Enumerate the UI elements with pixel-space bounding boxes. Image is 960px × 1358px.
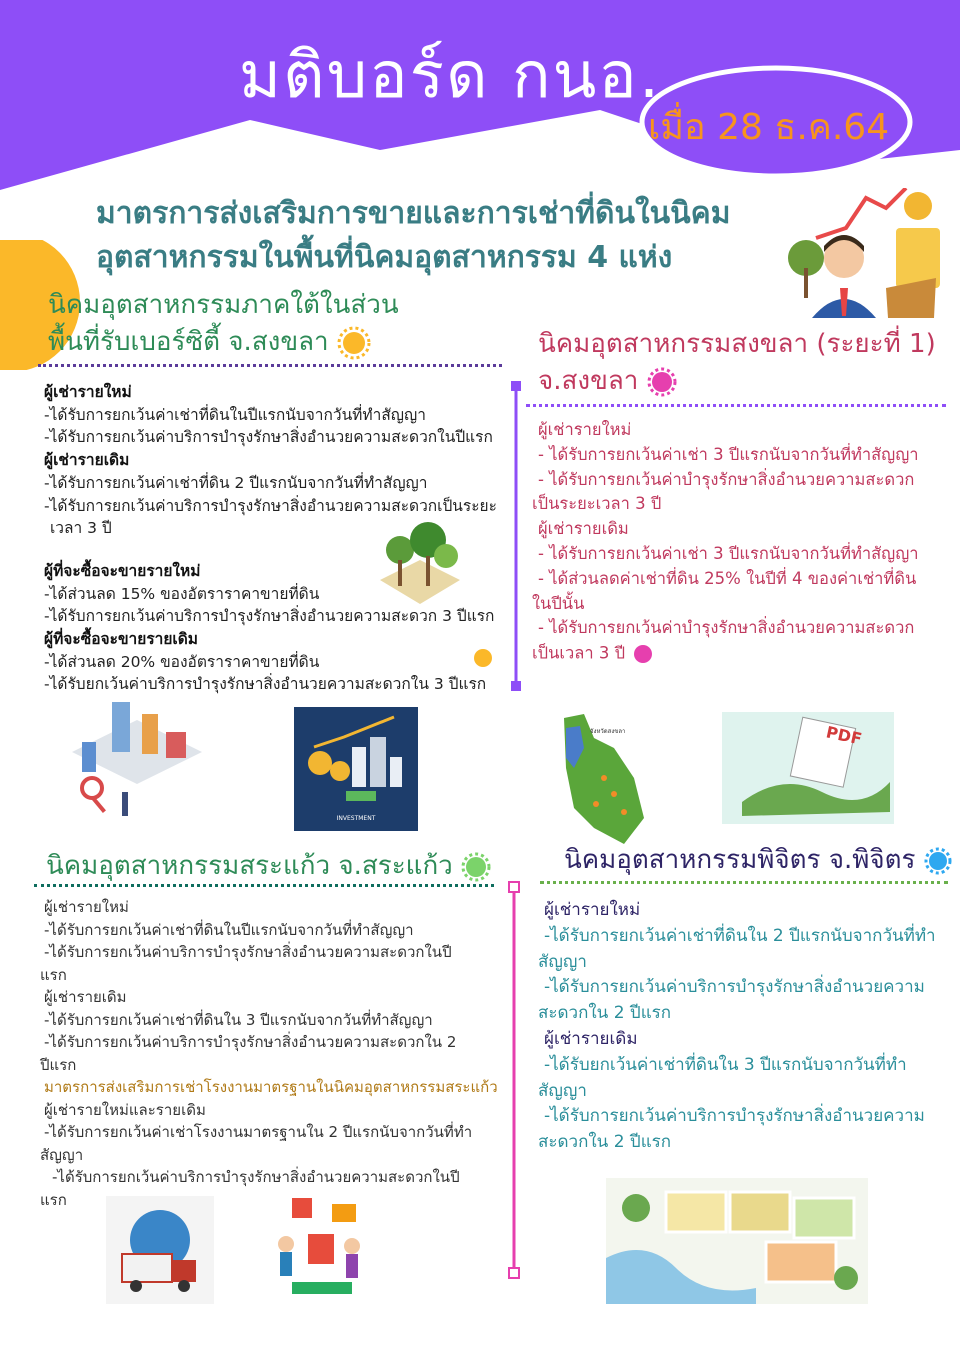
map-label: จังหวัดสงขลา bbox=[590, 728, 626, 735]
heading: ผู้เช่ารายใหม่ bbox=[538, 420, 632, 439]
text-line: -ได้ส่วนลด 15% ของอัตราราคาขายที่ดิน bbox=[44, 584, 320, 603]
divider bbox=[526, 404, 946, 407]
text-line: แรก bbox=[40, 965, 67, 984]
heading: ผู้เช่ารายใหม่ bbox=[44, 383, 132, 401]
divider bbox=[34, 884, 494, 887]
phichit-title-text: นิคมอุตสาหกรรมพิจิตร จ.พิจิตร bbox=[564, 845, 916, 875]
pdf-label: PDF bbox=[824, 722, 864, 749]
text-line: -ได้รับการยกเว้นค่าเช่าที่ดินในปีแรกนับจากวันที่ทำสัญญา bbox=[44, 920, 414, 939]
pdf-map-illustration bbox=[722, 712, 894, 824]
sakaeo-title-text: นิคมอุตสาหกรรมสระแก้ว จ.สระแก้ว bbox=[46, 851, 453, 881]
text-line: -ได้รับการยกเว้นค่าเช่าที่ดินใน 3 ปีแรกนับจากวันที่ทำสัญญา bbox=[44, 1010, 433, 1029]
heading: มาตรการส่งเสริมการเช่าโรงงานมาตรฐานในนิคมอุตสาหกรรมสระแก้ว bbox=[44, 1078, 498, 1096]
text-line: -ได้รับการยกเว้นค่าบริการบำรุงรักษาสิ่งอำนวยความสะดวกในปีแรก bbox=[44, 428, 493, 447]
delivery-truck-illustration bbox=[106, 1196, 214, 1304]
phichit-title bbox=[564, 842, 956, 879]
text-line: -ได้รับยกเว้นค่าเช่าที่ดินใน 3 ปีแรกนับจากวันที่ทำ bbox=[544, 1054, 907, 1075]
businessman-illustration bbox=[776, 188, 946, 318]
text-line: -ได้รับการยกเว้นค่าบริการบำรุงรักษาสิ่งอำนวยความสะดวกในปี bbox=[44, 943, 452, 961]
phichit-body bbox=[538, 898, 958, 1156]
heading: ผู้เช่ารายใหม่ bbox=[544, 900, 641, 920]
text-line: -ได้รับการยกเว้นค่าเช่าที่ดิน 2 ปีแรกนับจากวันที่ทำสัญญา bbox=[44, 473, 428, 492]
text-line: สัญญา bbox=[40, 1145, 84, 1164]
text-line: -ได้รับการยกเว้นค่าบริการบำรุงรักษาสิ่งอำนวยความสะดวก 3 ปีแรก bbox=[44, 607, 495, 626]
heading: ผู้เช่ารายเดิม bbox=[538, 519, 629, 539]
text-line: เวลา 3 ปี bbox=[50, 519, 112, 538]
text-line: สัญญา bbox=[538, 1080, 587, 1101]
text-line: สัญญา bbox=[538, 951, 587, 972]
rubber-city-title bbox=[48, 287, 508, 361]
sakaeo-title bbox=[46, 848, 516, 885]
heading: ผู้เช่ารายเดิม bbox=[544, 1028, 638, 1049]
business-people-illustration bbox=[262, 1194, 382, 1300]
investment-label: INVESTMENT bbox=[336, 815, 376, 822]
text-line: -ได้รับการยกเว้นค่าเช่าที่ดินใน 2 ปีแรกนับจากวันที่ทำ bbox=[544, 925, 936, 946]
text-line: -ได้รับการยกเว้นค่าบริการบำรุงรักษาสิ่งอำนวยความสะดวกในปี bbox=[52, 1168, 460, 1186]
estate-plan-illustration bbox=[606, 1178, 868, 1304]
vertical-divider bbox=[506, 878, 522, 1282]
pink-starburst-icon bbox=[647, 367, 677, 397]
heading: ผู้เช่ารายเดิม bbox=[44, 451, 130, 470]
rubber-city-title-line-1: นิคมอุตสาหกรรมภาคใต้ในส่วน bbox=[48, 290, 399, 320]
text-line: สะดวกใน 2 ปีแรก bbox=[538, 1003, 672, 1024]
subtitle-line-1: มาตรการส่งเสริมการขายและการเช่าที่ดินในนิคม bbox=[96, 196, 731, 231]
text-line: - ได้รับการยกเว้นค่าเช่า 3 ปีแรกนับจากวันที่ทำสัญญา bbox=[538, 444, 919, 464]
divider bbox=[540, 881, 948, 884]
text-line: -ได้รับการยกเว้นค่าบริการบำรุงรักษาสิ่งอำนวยความ bbox=[544, 977, 925, 998]
heading: ผู้ที่จะซื้อจะขายรายใหม่ bbox=[44, 561, 201, 580]
heading: ผู้เช่ารายเดิม bbox=[44, 988, 127, 1006]
text-line: - ได้รับการยกเว้นค่าบำรุงรักษาสิ่งอำนวยความสะดวก bbox=[538, 469, 915, 489]
songkhla-title-line-1: นิคมอุตสาหกรรมสงขลา (ระยะที่ 1) bbox=[538, 329, 936, 359]
text-line: -ได้รับการยกเว้นค่าเช่าที่ดินในปีแรกนับจากวันที่ทำสัญญา bbox=[44, 405, 426, 424]
heading: ผู้เช่ารายใหม่และรายเดิม bbox=[44, 1100, 206, 1119]
text-line: ปีแรก bbox=[40, 1055, 77, 1074]
text-line: - ได้ส่วนลดค่าเช่าที่ดิน 25% ในปีที่ 4 ของค่าเช่าที่ดิน bbox=[538, 568, 917, 588]
green-starburst-icon bbox=[461, 852, 491, 882]
songkhla-body bbox=[532, 418, 952, 667]
text-line: เป็นเวลา 3 ปี bbox=[532, 643, 626, 663]
rubber-city-title-line-2: พื้นที่รับเบอร์ซิตี้ จ.สงขลา bbox=[48, 327, 329, 357]
subtitle-line-2: อุตสาหกรรมในพื้นที่นิคมอุตสาหกรรม 4 แห่ง bbox=[96, 240, 673, 275]
text-line: เป็นระยะเวลา 3 ปี bbox=[532, 494, 662, 514]
divider bbox=[38, 364, 502, 367]
text-line: -ได้รับการยกเว้นค่าบริการบำรุงรักษาสิ่งอำนวยความสะดวกเป็นระยะ bbox=[44, 496, 497, 515]
sakaeo-body bbox=[40, 896, 510, 1211]
main-title: มติบอร์ด กนอ. bbox=[238, 39, 662, 113]
heading: ผู้ที่จะซื้อจะขายรายเดิม bbox=[44, 630, 199, 649]
pink-starburst-icon bbox=[630, 641, 656, 667]
yellow-starburst-icon bbox=[337, 326, 371, 360]
date-label: เมื่อ 28 ธ.ค.64 bbox=[648, 107, 890, 148]
investment-illustration bbox=[294, 707, 418, 831]
text-line: - ได้รับการยกเว้นค่าบำรุงรักษาสิ่งอำนวยความสะดวก bbox=[538, 618, 915, 638]
text-line: -ได้รับการยกเว้นค่าบริการบำรุงรักษาสิ่งอำนวยความ bbox=[544, 1106, 925, 1127]
text-line: สะดวกใน 2 ปีแรก bbox=[538, 1132, 672, 1153]
vertical-divider bbox=[508, 376, 524, 696]
songkhla-title-line-2: จ.สงขลา bbox=[538, 366, 639, 396]
text-line: -ได้รับยกเว้นค่าบริการบำรุงรักษาสิ่งอำนวยความสะดวกใน 3 ปีแรก bbox=[44, 675, 487, 694]
text-line: - ได้รับการยกเว้นค่าเช่า 3 ปีแรกนับจากวันที่ทำสัญญา bbox=[538, 543, 919, 563]
city-isometric-illustration bbox=[62, 692, 212, 822]
heading: ผู้เช่ารายใหม่ bbox=[44, 898, 129, 916]
songkhla-title bbox=[538, 326, 948, 400]
text-line: แรก bbox=[40, 1190, 67, 1209]
text-line: -ได้ส่วนลด 20% ของอัตราราคาขายที่ดิน bbox=[44, 652, 320, 671]
page-subtitle bbox=[96, 192, 796, 280]
yellow-starburst-icon bbox=[470, 645, 496, 671]
blue-starburst-icon bbox=[924, 847, 952, 875]
text-line: -ได้รับการยกเว้นค่าบริการบำรุงรักษาสิ่งอำนวยความสะดวกใน 2 bbox=[44, 1033, 457, 1051]
text-line: ในปีนั้น bbox=[532, 593, 585, 613]
trees-illustration bbox=[376, 520, 460, 610]
text-line: -ได้รับการยกเว้นค่าเช่าโรงงานมาตรฐานใน 2 ปีแรกนับจากวันที่ทำ bbox=[44, 1123, 473, 1141]
